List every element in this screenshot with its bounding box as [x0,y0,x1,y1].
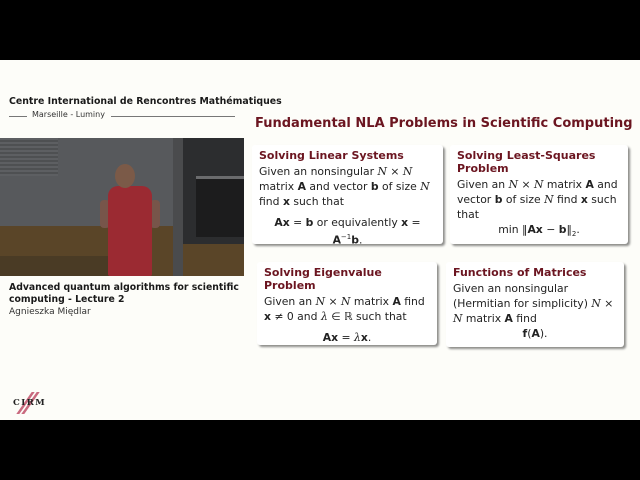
equation: Ax = λx. [322,331,372,344]
divider-line [111,116,235,117]
box-title: Solving Eigenvalue Problem [264,266,382,292]
box-title: Solving Linear Systems [259,149,404,162]
talk-author: Agnieszka Międlar [9,307,91,317]
speaker-video [0,138,244,276]
equation: Ax = b or equivalently $x = A^{-1}b$. [274,216,421,247]
box-title: Functions of Matrices [453,266,587,279]
box-body: Given an N × N matrix A and vector b of size N find x such that min ‖Ax − $b‖_2$. [450,177,628,246]
cirm-header [0,60,282,138]
box-body: Given an N × N matrix A find x ≠ 0 and λ ∈ ℝ such that Ax = λx. [257,294,437,349]
talk-title: Advanced quantum algorithms for scientific computing - Lecture 2 [9,282,239,305]
box-title: Solving Least-Squares Problem [457,149,596,175]
video-frame [0,60,640,420]
talk-info [9,282,239,318]
equation: f(A). [522,327,548,340]
location-row [9,110,235,122]
box-body: Given an nonsingular N × N matrix A and vector b of size N find x such that Ax = b or equivalently $x = A^{-1}b$. [252,164,443,252]
box-linear-systems [252,145,443,247]
slide-title: Fundamental NLA Problems in Scientific Computing [255,116,633,131]
institution-name: Centre International de Rencontres Mathématiques [9,96,282,107]
box-body: Given an nonsingular (Hermitian for simplicity) N × N matrix A find f(A). [446,281,624,345]
divider-line [9,116,27,117]
speaker [108,186,152,276]
box-least-squares [450,145,628,244]
location-label: Marseille - Luminy [32,110,105,119]
box-functions-of-matrices [446,262,624,347]
cirm-logo: CIRM [10,394,50,416]
equation: min ‖Ax − $b‖_2$. [498,223,580,239]
box-eigenvalue [257,262,437,345]
